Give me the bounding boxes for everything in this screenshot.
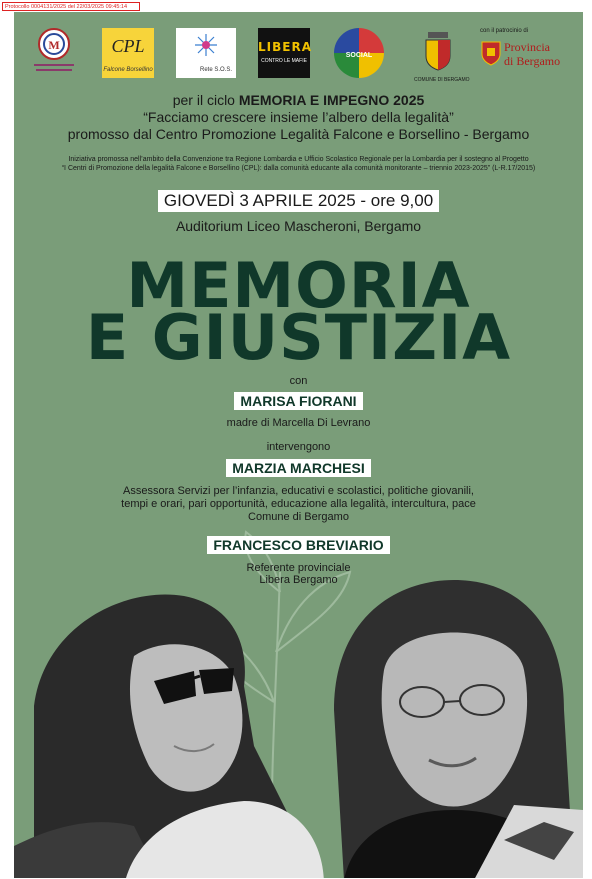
event-venue: Auditorium Liceo Mascheroni, Bergamo	[175, 218, 422, 234]
title-line-2: E GIUSTIZIA	[85, 301, 512, 374]
event-date: GIOVEDÌ 3 APRILE 2025 - ore 9,00	[158, 190, 439, 212]
guest2-role-2: tempi e orari, pari opportunità, educazione alla legalità, intercultura, pace	[121, 498, 476, 510]
project-note-1: Iniziativa promossa nell’ambito della Convenzione tra Regione Lombardia e Ufficio Scolastico Regionale per la Lombardia per il sostegno al Progetto	[68, 156, 529, 163]
logos-row	[14, 28, 583, 88]
svg-text:M: M	[48, 38, 60, 52]
guest1-role: madre di Marcella Di Levrano	[226, 417, 371, 429]
comune-bergamo-crest: COMUNE DI BERGAMO	[414, 28, 462, 78]
guest1-name-wrap	[14, 392, 583, 411]
protocol-stamp: Protocollo 0004131/2025 del 22/03/2025 09:45:14	[2, 2, 140, 11]
title-line-1: MEMORIA	[126, 249, 471, 322]
provincia-bergamo-logo: con il patrocinio di Provincia di Bergamo	[480, 28, 561, 68]
libera-logo: LIBERA CONTRO LE MAFIE	[258, 28, 310, 78]
portrait-marisa-photo	[314, 560, 583, 878]
poster	[14, 12, 583, 878]
project-note-2: “I Centri di Promozione della legalità Falcone e Borsellino (CPL): dalla comunità educante alla comunità monitorante – triennio 2023-2025” (L-R.17/2015)	[61, 165, 536, 172]
guest2-name: MARZIA MARCHESI	[226, 459, 370, 477]
promoter-line: promosso dal Centro Promozione Legalità Falcone e Borsellino - Bergamo	[67, 126, 530, 142]
social-network-logo: SOCIAL	[334, 28, 384, 78]
intervengono-label: intervengono	[266, 441, 331, 453]
guest3-name: FRANCESCO BREVIARIO	[207, 536, 389, 554]
cpl-falcone-borsellino-logo: CPL Falcone Borsellino	[102, 28, 154, 78]
event-date-wrap	[14, 190, 583, 212]
guest2-role-3: Comune di Bergamo	[248, 511, 349, 523]
slogan: “Facciamo crescere insieme l’albero della legalità”	[143, 109, 454, 125]
con-label: con	[289, 375, 308, 387]
guest3-role-2: Libera Bergamo	[259, 574, 338, 586]
guest3-role-1: Referente provinciale	[246, 562, 351, 574]
guest3-name-wrap	[14, 536, 583, 555]
guest2-name-wrap	[14, 459, 583, 478]
portrait-marcella-photo	[14, 586, 324, 878]
cpl-lombardia-logo	[34, 28, 74, 78]
guest2-role-1: Assessora Servizi per l’infanzia, educativi e scolastici, politiche giovanili,	[123, 485, 474, 497]
rete-sos-logo: Rete S.O.S.	[176, 28, 236, 78]
guest1-name: MARISA FIORANI	[234, 392, 362, 410]
ciclo-line: per il ciclo MEMORIA E IMPEGNO 2025	[172, 92, 425, 108]
